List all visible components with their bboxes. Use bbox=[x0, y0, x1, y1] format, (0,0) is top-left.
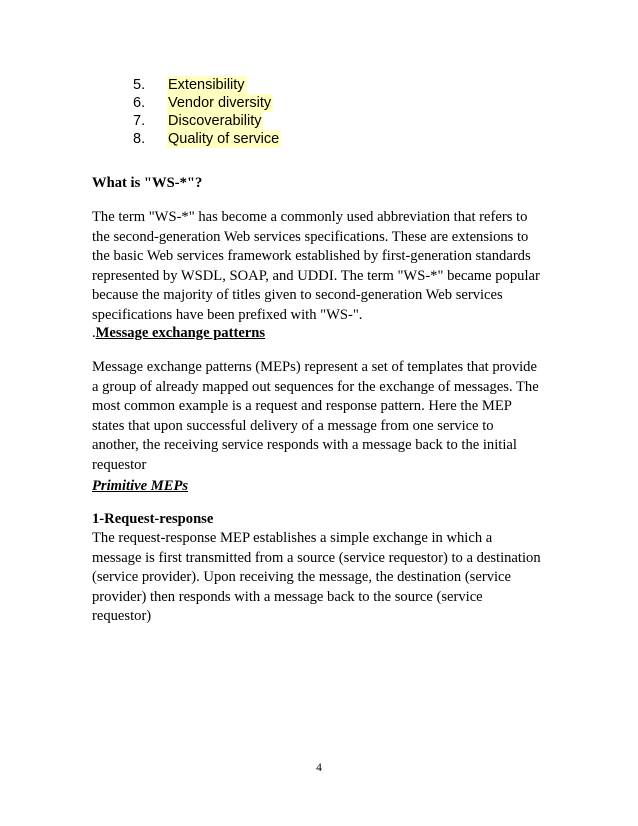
list-item bbox=[0, 112, 638, 130]
mep-heading-text: Message exchange patterns bbox=[95, 325, 266, 341]
list-item bbox=[0, 94, 638, 112]
mep-heading-prefix: . bbox=[92, 325, 96, 341]
paragraph-line: represented by WSDL, SOAP, and UDDI. The term "WS-*" became popular bbox=[92, 267, 540, 284]
paragraph-line: because the majority of titles given to second-generation Web services bbox=[92, 287, 503, 304]
list-text-highlighted: Vendor diversity bbox=[168, 95, 272, 111]
list-number: 8. bbox=[133, 131, 146, 147]
paragraph-line: The term "WS-*" has become a commonly used abbreviation that refers to bbox=[92, 209, 528, 225]
list-text-highlighted: Quality of service bbox=[168, 131, 280, 147]
paragraph-line: message is first transmitted from a source (service requestor) to a destination bbox=[92, 549, 541, 566]
paragraph-line: requestor) bbox=[92, 608, 152, 625]
paragraph-line: states that upon successful delivery of a message from one service to bbox=[92, 417, 494, 434]
mep-paragraph bbox=[92, 358, 554, 476]
list-number: 6. bbox=[133, 95, 146, 111]
mep-heading bbox=[92, 324, 554, 344]
list-number: 5. bbox=[133, 77, 146, 93]
paragraph-line: Message exchange patterns (MEPs) represent a set of templates that provide bbox=[92, 359, 537, 375]
list-text-highlighted: Extensibility bbox=[168, 77, 245, 93]
list-number: 7. bbox=[133, 113, 146, 129]
page-number: 4 bbox=[316, 762, 322, 774]
paragraph-line: requestor bbox=[92, 456, 147, 473]
paragraph-line: the basic Web services framework established by first-generation standards bbox=[92, 248, 531, 265]
primitive-meps-heading: Primitive MEPs bbox=[92, 478, 189, 494]
request-response-heading: 1-Request-response bbox=[92, 511, 214, 527]
list-item bbox=[0, 130, 638, 148]
request-response-paragraph bbox=[92, 529, 554, 627]
paragraph-line: provider) then responds with a message back to the source (service bbox=[92, 588, 483, 605]
list-item bbox=[0, 76, 638, 94]
ws-heading: What is "WS-*"? bbox=[92, 175, 203, 191]
ws-paragraph bbox=[92, 208, 554, 326]
paragraph-line: another, the receiving service responds with a message back to the initial bbox=[92, 437, 517, 454]
paragraph-line: a group of already mapped out sequences for the exchange of messages. The bbox=[92, 378, 539, 395]
paragraph-line: most common example is a request and response pattern. Here the MEP bbox=[92, 398, 512, 415]
paragraph-line: specifications have been prefixed with "WS-". bbox=[92, 306, 363, 323]
paragraph-line: (service provider). Upon receiving the message, the destination (service bbox=[92, 569, 512, 586]
numbered-list bbox=[0, 76, 638, 148]
paragraph-line: The request-response MEP establishes a simple exchange in which a bbox=[92, 530, 493, 546]
list-text-highlighted: Discoverability bbox=[168, 113, 262, 129]
paragraph-line: the second-generation Web services specifications. These are extensions to bbox=[92, 228, 529, 245]
